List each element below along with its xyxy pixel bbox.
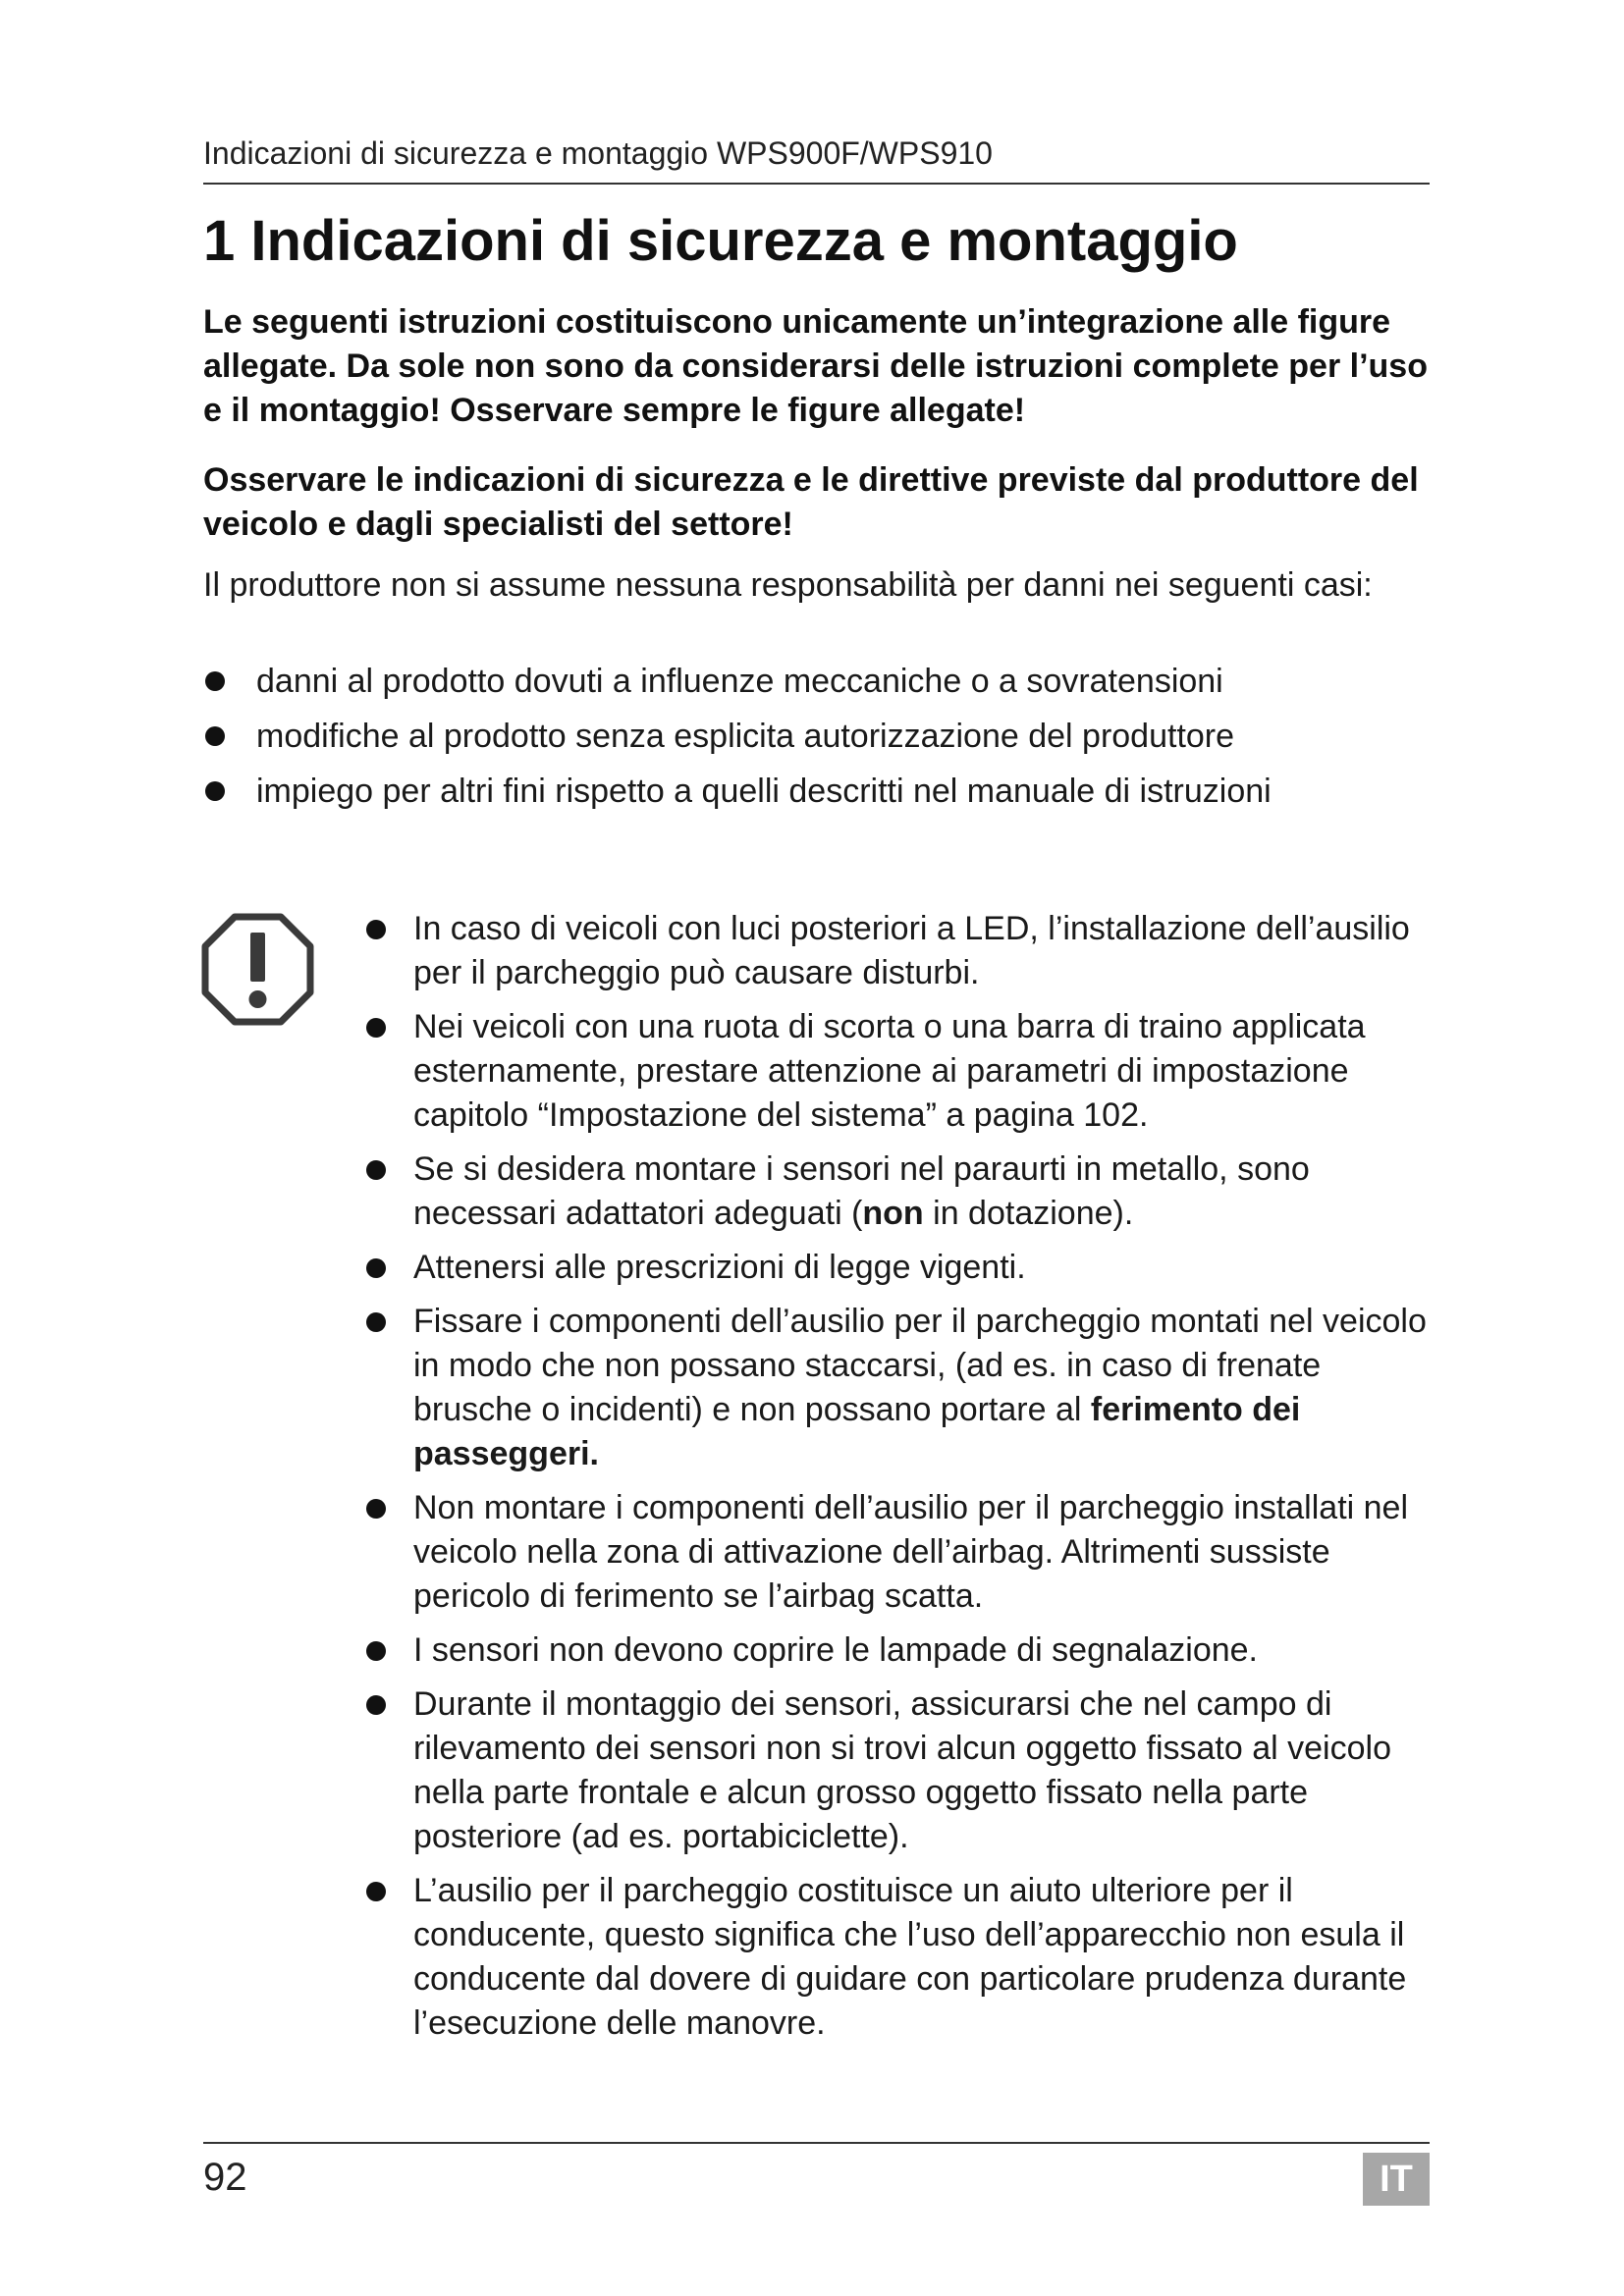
- list-item-text: In caso di veicoli con luci posteriori a LED, l’installazione dell’ausilio per il parcheggio può causare disturbi.: [413, 910, 1410, 991]
- list-item: [366, 1005, 1446, 1138]
- emphasis-text: ferimento dei passeggeri.: [413, 1391, 1301, 1472]
- bullet-icon: [366, 1882, 386, 1901]
- intro-paragraph-1: Le seguenti istruzioni costituiscono unicamente un’integrazione alle figure allegate. Da sole non sono da considerarsi delle istruzioni complete per l’uso e il montaggio! Osservare sempre le figure allegate!: [203, 303, 1428, 429]
- list-item-text: I sensori non devono coprire le lampade di segnalazione.: [413, 1631, 1258, 1669]
- warning-list: [366, 907, 1446, 2056]
- page-number: 92: [203, 2156, 247, 2199]
- list-item: [366, 1869, 1446, 2046]
- list-item-text-tail: in dotazione).: [923, 1195, 1134, 1232]
- list-item: [366, 1300, 1446, 1476]
- list-item: [366, 1629, 1446, 1673]
- bullet-icon: [366, 920, 386, 939]
- language-badge: IT: [1363, 2153, 1430, 2206]
- bullet-icon: [366, 1695, 386, 1715]
- list-item-text: L’ausilio per il parcheggio costituisce un aiuto ulteriore per il conducente, questo significa che l’uso dell’apparecchio non esula il conducente dal dovere di guidare con particolare prudenza durante l’esecuzione delle manovre.: [413, 1872, 1407, 2042]
- warning-octagon-icon: [201, 913, 314, 1026]
- list-item-text: Non montare i componenti dell’ausilio per il parcheggio installati nel veicolo nella zona di attivazione dell’airbag. Altrimenti sussiste pericolo di ferimento se l’airbag scatta.: [413, 1489, 1409, 1615]
- bullet-icon: [366, 1018, 386, 1038]
- list-item-text: danni al prodotto dovuti a influenze meccaniche o a sovratensioni: [256, 663, 1223, 700]
- footer-divider: [203, 2142, 1430, 2144]
- list-item: [366, 1148, 1446, 1236]
- list-item: [203, 660, 1430, 704]
- section-title: 1 Indicazioni di sicurezza e montaggio: [203, 209, 1238, 273]
- list-item: [203, 715, 1430, 759]
- list-item: [366, 1486, 1446, 1619]
- list-item-text: Fissare i componenti dell’ausilio per il parcheggio montati nel veicolo in modo che non possano staccarsi, (ad es. in caso di frenate brusche o incidenti) e non possano portare al: [413, 1303, 1427, 1428]
- bullet-icon: [366, 1160, 386, 1180]
- list-item-text: Nei veicoli con una ruota di scorta o una barra di traino applicata esternamente, prestare attenzione ai parametri di impostazione capitolo “Impostazione del sistema” a pagina 102.: [413, 1008, 1366, 1134]
- list-item-text: Se si desidera montare i sensori nel paraurti in metallo, sono necessari adattatori adeguati (: [413, 1150, 1310, 1232]
- list-item-text: modifiche al prodotto senza esplicita autorizzazione del produttore: [256, 718, 1235, 755]
- bullet-icon: [366, 1312, 386, 1332]
- intro-paragraph-2: Osservare le indicazioni di sicurezza e le direttive previste dal produttore del veicolo e dagli specialisti del settore!: [203, 461, 1419, 543]
- list-item: [203, 770, 1430, 814]
- list-item: [366, 1682, 1446, 1859]
- bullet-icon: [366, 1641, 386, 1661]
- bullet-icon: [205, 781, 225, 801]
- running-header: Indicazioni di sicurezza e montaggio WPS900F/WPS910: [203, 133, 1430, 185]
- list-item: [366, 1246, 1446, 1290]
- bullet-icon: [205, 671, 225, 691]
- bullet-icon: [205, 726, 225, 746]
- list-item-text: Durante il montaggio dei sensori, assicurarsi che nel campo di rilevamento dei sensori non si trovi alcun oggetto fissato al veicolo nella parte frontale e alcun grosso oggetto fissato nella parte posteriore (ad es. portabiciclette).: [413, 1685, 1391, 1855]
- list-item-text: impiego per altri fini rispetto a quelli descritti nel manuale di istruzioni: [256, 773, 1272, 810]
- emphasis-text: non: [862, 1195, 924, 1232]
- liability-case-list: [203, 660, 1430, 825]
- list-item: [366, 907, 1446, 995]
- liability-paragraph: Il produttore non si assume nessuna responsabilità per danni nei seguenti casi:: [203, 566, 1373, 604]
- bullet-icon: [366, 1258, 386, 1278]
- list-item-text: Attenersi alle prescrizioni di legge vigenti.: [413, 1249, 1026, 1286]
- bullet-icon: [366, 1499, 386, 1519]
